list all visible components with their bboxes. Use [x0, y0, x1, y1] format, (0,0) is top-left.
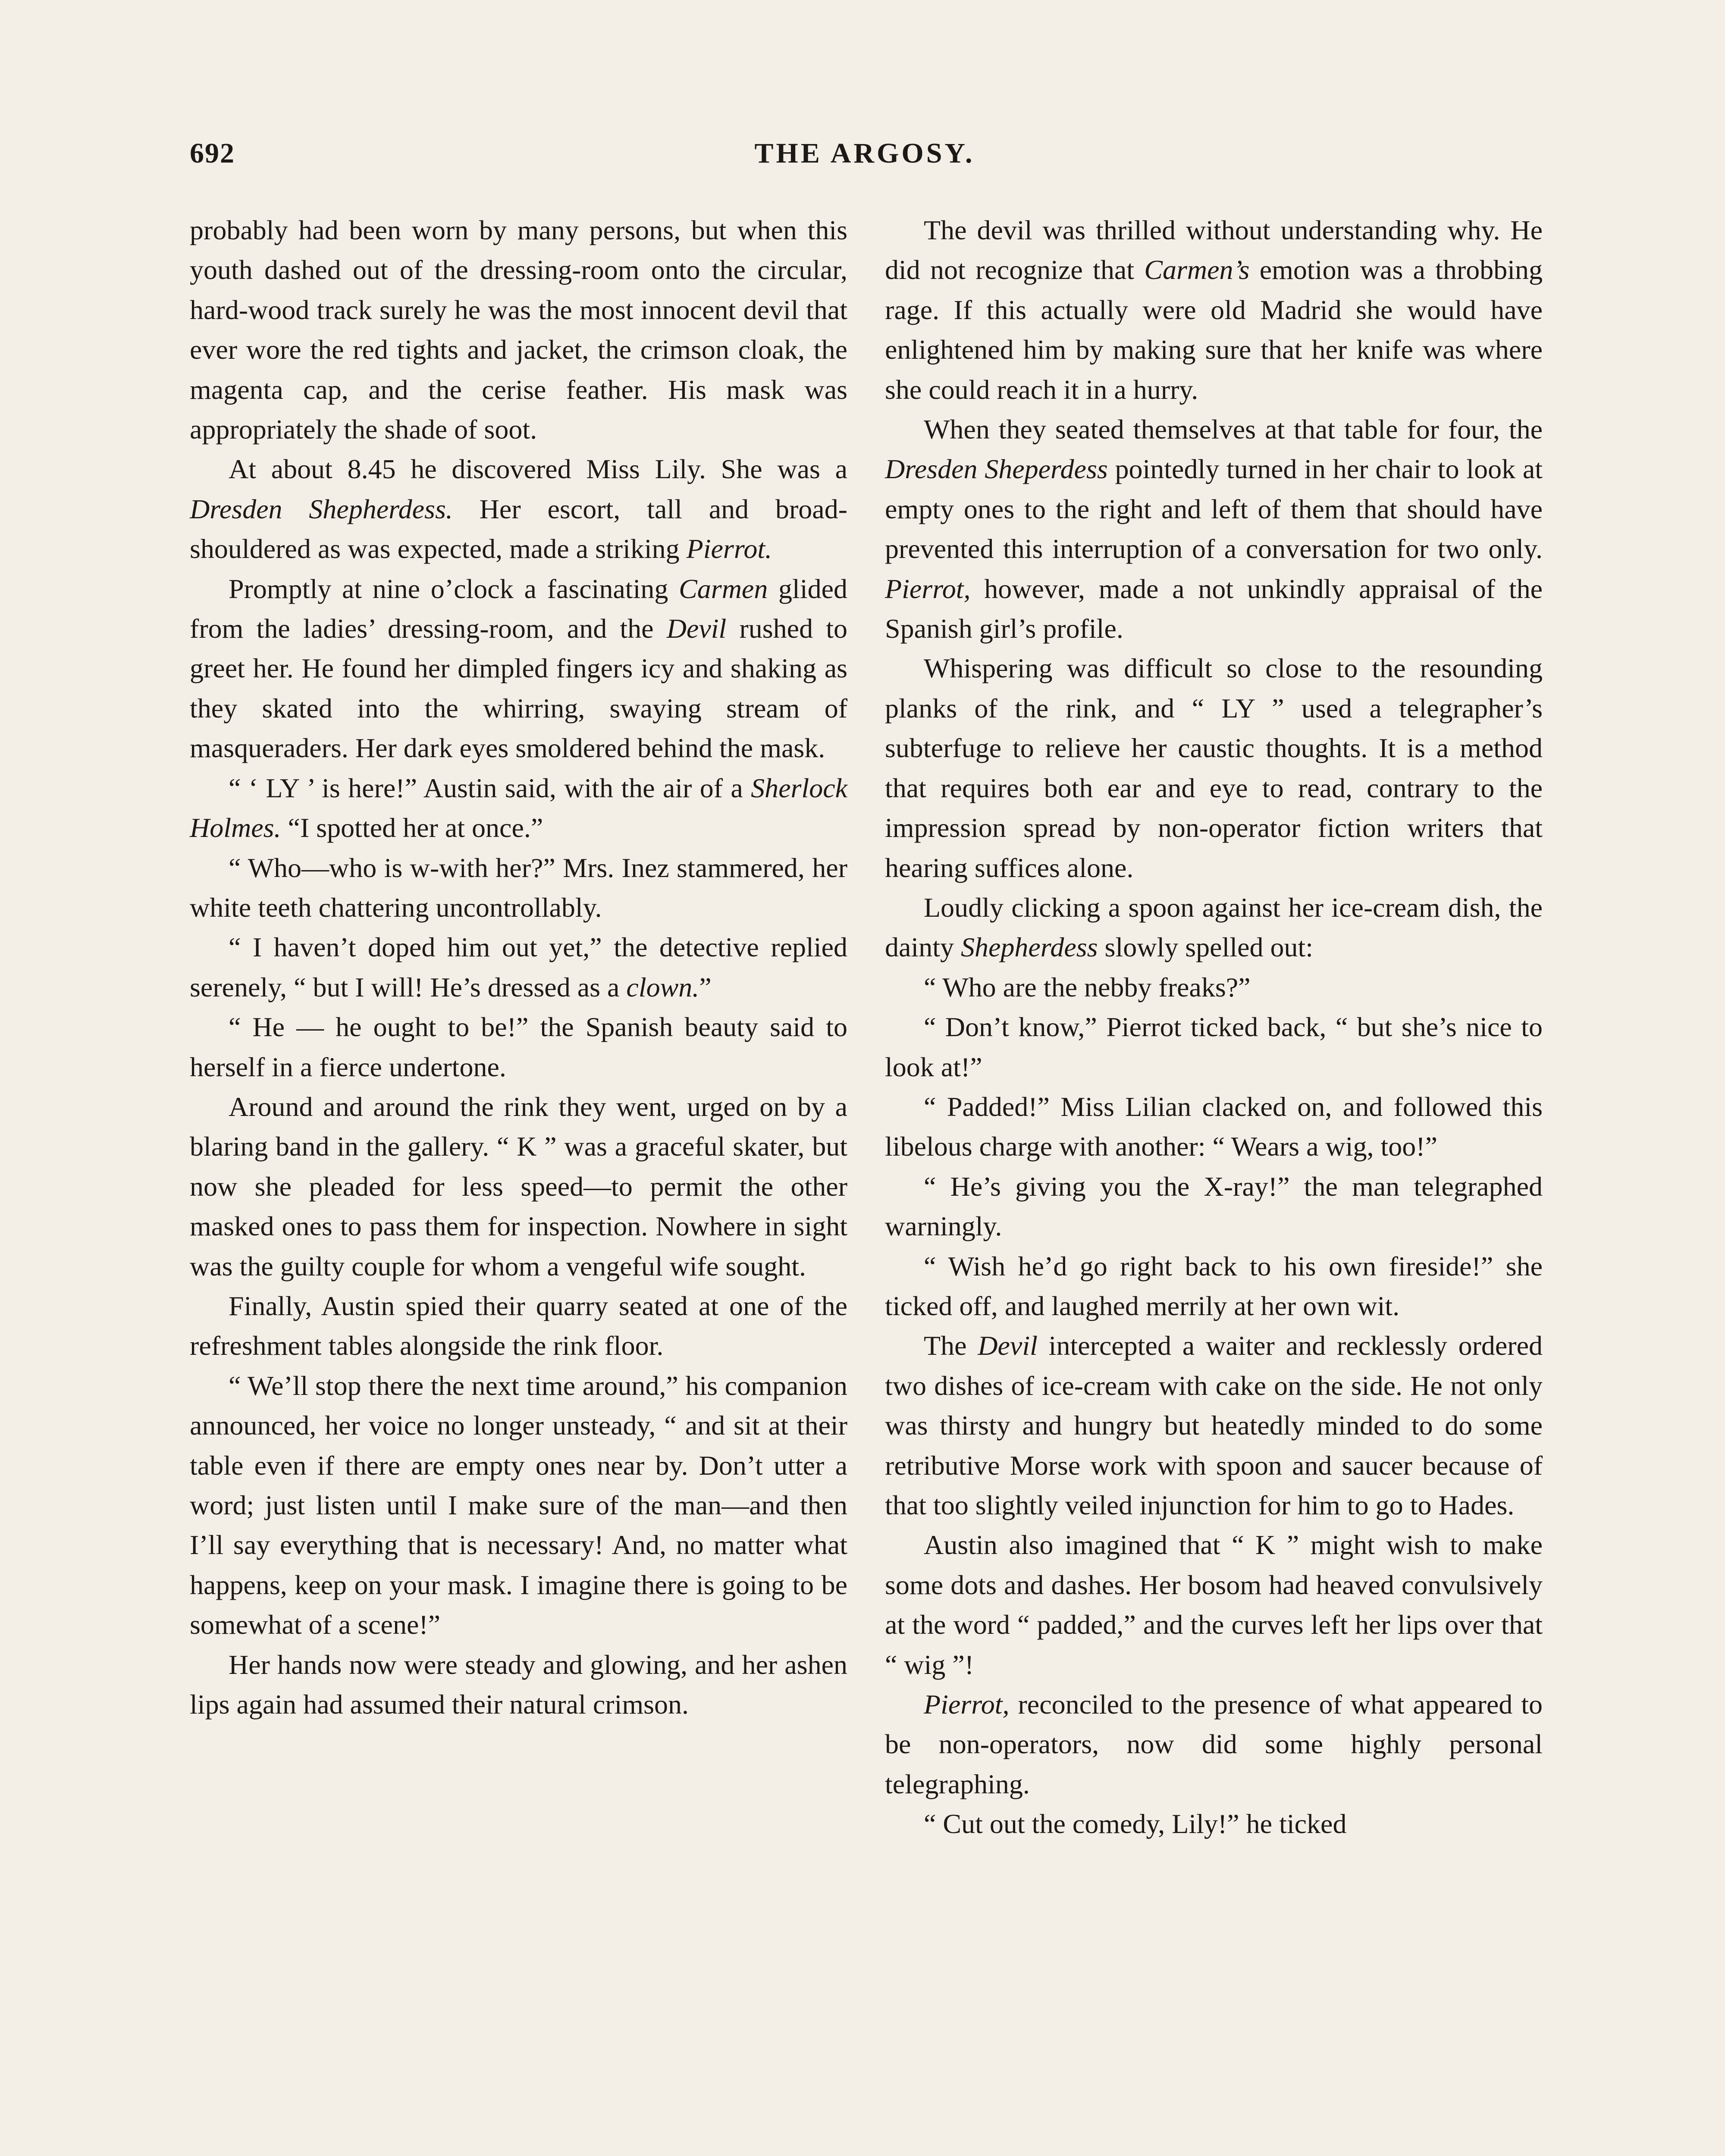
paragraph — [885, 888, 1543, 968]
italic-text: Pierrot, — [924, 1689, 1010, 1720]
text-run: Promptly at nine o’clock a fascinating — [229, 573, 679, 604]
paragraph — [190, 848, 847, 928]
paragraph — [885, 968, 1543, 1007]
paragraph — [885, 210, 1543, 410]
paragraph — [190, 569, 847, 768]
italic-text: Pierrot. — [686, 533, 772, 564]
paragraph — [885, 1167, 1543, 1247]
text-run: “ Wish he’d go right back to his own fireside!” she ticked off, and laughed merrily at her own wit. — [885, 1250, 1543, 1321]
italic-text: Carmen — [679, 573, 768, 604]
text-run: Austin also imagined that “ K ” might wish to make some dots and dashes. Her bosom had heaved convulsively at the word “ padded,” and the curves left her lips over that “ wig ”! — [885, 1529, 1543, 1680]
paragraph — [885, 1007, 1543, 1087]
italic-text: Sherlock Holmes. — [190, 772, 847, 843]
text-run: At about 8.45 he discovered Miss Lily. She was a — [229, 454, 847, 485]
text-run: Loudly clicking a spoon against her ice-cream dish, the dainty — [885, 892, 1543, 963]
page-number: 692 — [190, 138, 235, 169]
paragraph — [190, 449, 847, 569]
text-run: “ Who—who is w-with her?” Mrs. Inez stammered, her white teeth chattering uncontrollably. — [190, 852, 847, 923]
italic-text: Dresden Sheperdess — [885, 454, 1108, 485]
text-run: The — [924, 1330, 978, 1361]
text-run: The devil was thrilled without understanding why. He did not recognize that — [885, 215, 1543, 285]
paragraph — [885, 1326, 1543, 1525]
paragraph — [190, 1366, 847, 1645]
text-run: “ Who are the nebby freaks?” — [924, 971, 1251, 1003]
paragraph — [190, 1645, 847, 1725]
paragraph — [190, 1087, 847, 1286]
text-run: “ Don’t know,” Pierrot ticked back, “ but she’s nice to look at!” — [885, 1012, 1543, 1082]
text-run: slowly spelled out: — [1098, 932, 1314, 963]
paragraph — [190, 768, 847, 848]
paragraph — [885, 1087, 1543, 1167]
right-text-column — [885, 210, 1543, 1844]
text-run: Finally, Austin spied their quarry seated at one of the refreshment tables alongside the rink floor. — [190, 1290, 847, 1361]
text-run: “I spotted her at once.” — [281, 812, 543, 843]
text-run: Around and around the rink they went, urged on by a blaring band in the gallery. “ K ” was a graceful skater, but now she pleaded for less speed—to permit the other masked ones to pass them for inspection. Nowhere in sight was the guilty couple for whom a vengeful wife sought. — [190, 1091, 847, 1282]
paragraph — [885, 410, 1543, 649]
text-run: probably had been worn by many persons, but when this youth dashed out of the dressing-room onto the circular, hard-wood track surely he was the most innocent devil that ever wore the red tights and jacket, the crimson cloak, the magenta cap, and the cerise feather. His mask was appropriately the shade of soot. — [190, 215, 847, 445]
italic-text: Pierrot, — [885, 573, 971, 604]
text-run: Her hands now were steady and glowing, and her ashen lips again had assumed their natural crimson. — [190, 1649, 847, 1720]
text-run: “ He — he ought to be!” the Spanish beauty said to herself in a fierce undertone. — [190, 1012, 847, 1082]
italic-text: Carmen’s — [1144, 254, 1250, 285]
text-run: “ I haven’t doped him out yet,” the detective replied serenely, “ but I will! He’s dressed as a — [190, 932, 847, 1003]
text-run: glided from the ladies’ dressing-room, and the — [190, 573, 848, 644]
italic-text: Devil — [666, 613, 727, 644]
text-run: “ Padded!” Miss Lilian clacked on, and followed this libelous charge with another: “ Wears a wig, too!” — [885, 1091, 1543, 1162]
text-run: ” — [699, 971, 712, 1003]
italic-text: Devil — [978, 1330, 1038, 1361]
page-header — [190, 137, 1540, 189]
text-run: Her escort, tall and broad-shouldered as was expected, made a striking — [190, 493, 848, 564]
paragraph — [885, 1685, 1543, 1804]
paragraph — [885, 1804, 1543, 1844]
text-run: When they seated themselves at that table for four, the — [924, 414, 1543, 445]
paragraph — [190, 1286, 847, 1366]
paragraph — [885, 649, 1543, 887]
italic-text: Dresden Shepherdess. — [190, 493, 453, 524]
text-run: “ He’s giving you the X-ray!” the man telegraphed warningly. — [885, 1171, 1543, 1242]
paragraph — [885, 1247, 1543, 1326]
text-run: rushed to greet her. He found her dimpled fingers icy and shaking as they skated into the whirring, swaying stream of masqueraders. Her dark eyes smoldered behind the mask. — [190, 613, 847, 764]
text-run: Whispering was difficult so close to the resounding planks of the rink, and “ LY ” used a telegrapher’s subterfuge to relieve her caustic thoughts. It is a method that requires both ear and eye to read, contrary to the impression spread by non-operator fiction writers that hearing suffices alone. — [885, 653, 1543, 883]
paragraph — [885, 1525, 1543, 1685]
text-run: intercepted a waiter and recklessly ordered two dishes of ice-cream with cake on the side. He not only was thirsty and hungry but heatedly minded to do some retributive Morse work with spoon and saucer because of that too slightly veiled injunction for him to go to Hades. — [885, 1330, 1543, 1520]
paragraph — [190, 1007, 847, 1087]
italic-text: Shepherdess — [960, 932, 1098, 963]
text-run: “ We’ll stop there the next time around,” his companion announced, her voice no longer unsteady, “ and sit at their table even if there are empty ones near by. Don’t utter a word; just listen until I make sure of the man—and then I’ll say everything that is necessary! And, no matter what happens, keep on your mask. I imagine there is going to be somewhat of a scene!” — [190, 1370, 847, 1640]
text-run: reconciled to the presence of what appeared to be non-operators, now did some highly personal telegraphing. — [885, 1689, 1543, 1799]
text-run: “ Cut out the comedy, Lily!” he ticked — [924, 1808, 1347, 1839]
text-run: “ ‘ LY ’ is here!” Austin said, with the air of a — [229, 772, 751, 803]
running-head: THE ARGOSY. — [754, 138, 975, 169]
left-text-column — [190, 210, 847, 1724]
paragraph — [190, 928, 847, 1007]
text-run: however, made a not unkindly appraisal of the Spanish girl’s profile. — [885, 573, 1543, 644]
paragraph — [190, 210, 847, 449]
text-run: emotion was a throbbing rage. If this actually were old Madrid she would have enlightened him by making sure that her knife was where she could reach it in a hurry. — [885, 254, 1543, 405]
text-run: pointedly turned in her chair to look at empty ones to the right and left of them that should have prevented this interruption of a conversation for two only. — [885, 454, 1543, 564]
italic-text: clown. — [626, 971, 699, 1003]
